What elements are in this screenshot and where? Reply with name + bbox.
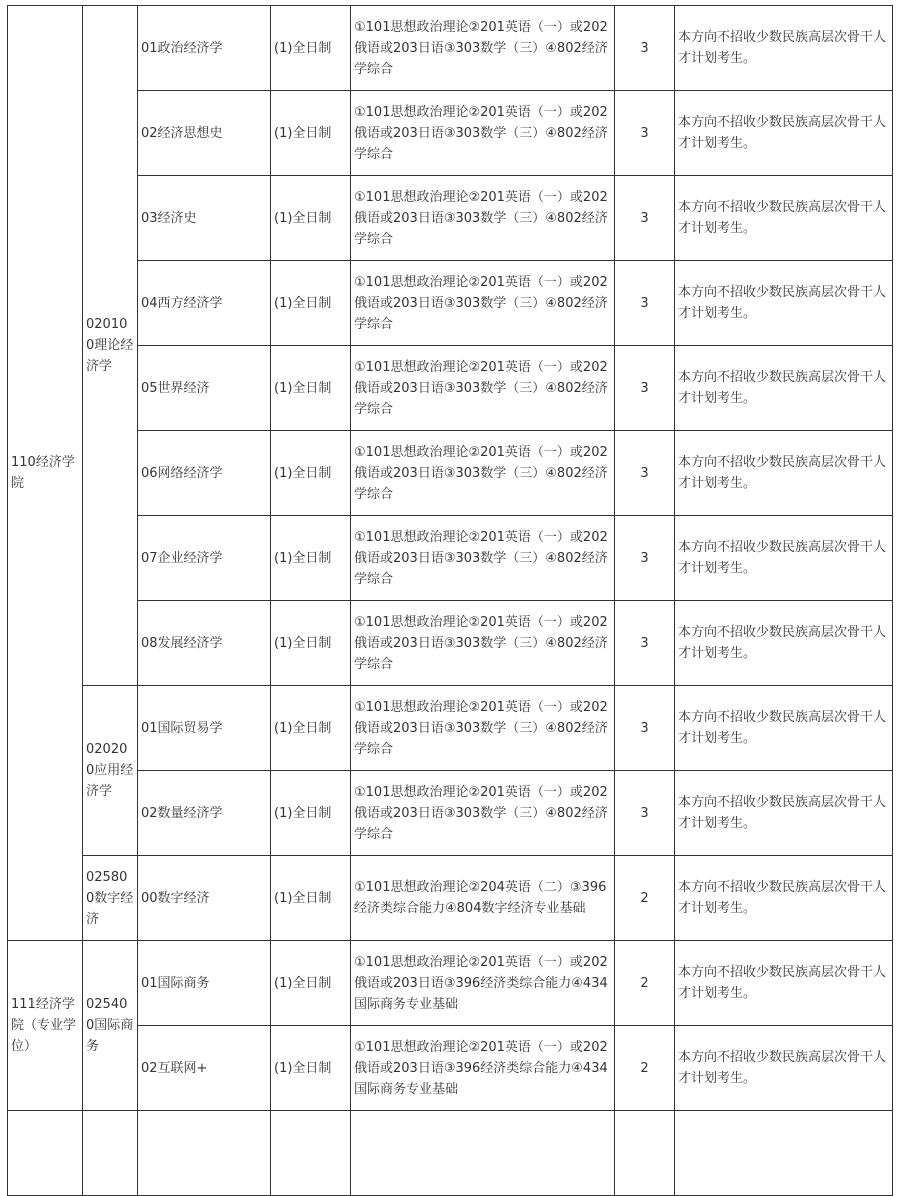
table-row bbox=[8, 261, 893, 346]
enrollment-count-cell: 3 bbox=[615, 176, 675, 261]
note-cell: 本方向不招收少数民族高层次骨干人才计划考生。 bbox=[675, 686, 893, 771]
direction-cell: 02互联网+ bbox=[138, 1026, 271, 1111]
study-mode-cell: (1)全日制 bbox=[271, 516, 351, 601]
table-row bbox=[8, 91, 893, 176]
study-mode-cell: (1)全日制 bbox=[271, 261, 351, 346]
enrollment-count-cell: 2 bbox=[615, 1026, 675, 1111]
exam-subjects-cell: ①101思想政治理论②201英语（一）或202俄语或203日语③303数学（三）④802经济学综合 bbox=[351, 261, 615, 346]
empty-cell bbox=[8, 1111, 83, 1196]
study-mode-cell: (1)全日制 bbox=[271, 91, 351, 176]
table-row bbox=[8, 856, 893, 941]
exam-subjects-cell: ①101思想政治理论②201英语（一）或202俄语或203日语③303数学（三）④802经济学综合 bbox=[351, 6, 615, 91]
study-mode-cell: (1)全日制 bbox=[271, 856, 351, 941]
table-row bbox=[8, 516, 893, 601]
direction-cell: 08发展经济学 bbox=[138, 601, 271, 686]
note-cell: 本方向不招收少数民族高层次骨干人才计划考生。 bbox=[675, 941, 893, 1026]
exam-subjects-cell: ①101思想政治理论②201英语（一）或202俄语或203日语③303数学（三）④802经济学综合 bbox=[351, 176, 615, 261]
exam-subjects-cell: ①101思想政治理论②201英语（一）或202俄语或203日语③303数学（三）④802经济学综合 bbox=[351, 686, 615, 771]
study-mode-cell: (1)全日制 bbox=[271, 346, 351, 431]
empty-cell bbox=[615, 1111, 675, 1196]
enrollment-count-cell: 3 bbox=[615, 346, 675, 431]
exam-subjects-cell: ①101思想政治理论②201英语（一）或202俄语或203日语③303数学（三）④802经济学综合 bbox=[351, 771, 615, 856]
exam-subjects-cell: ①101思想政治理论②201英语（一）或202俄语或203日语③303数学（三）④802经济学综合 bbox=[351, 431, 615, 516]
enrollment-count-cell: 2 bbox=[615, 856, 675, 941]
empty-cell bbox=[675, 1111, 893, 1196]
enrollment-count-cell: 3 bbox=[615, 6, 675, 91]
study-mode-cell: (1)全日制 bbox=[271, 6, 351, 91]
empty-cell bbox=[351, 1111, 615, 1196]
note-cell: 本方向不招收少数民族高层次骨干人才计划考生。 bbox=[675, 1026, 893, 1111]
exam-subjects-cell: ①101思想政治理论②201英语（一）或202俄语或203日语③303数学（三）④802经济学综合 bbox=[351, 346, 615, 431]
note-cell: 本方向不招收少数民族高层次骨干人才计划考生。 bbox=[675, 6, 893, 91]
table-row bbox=[8, 431, 893, 516]
enrollment-count-cell: 3 bbox=[615, 516, 675, 601]
study-mode-cell: (1)全日制 bbox=[271, 176, 351, 261]
empty-cell bbox=[83, 1111, 138, 1196]
table-row bbox=[8, 6, 893, 91]
table-row bbox=[8, 601, 893, 686]
direction-cell: 06网络经济学 bbox=[138, 431, 271, 516]
table-row bbox=[8, 346, 893, 431]
direction-cell: 02数量经济学 bbox=[138, 771, 271, 856]
note-cell: 本方向不招收少数民族高层次骨干人才计划考生。 bbox=[675, 176, 893, 261]
table-row-partial bbox=[8, 1111, 893, 1196]
direction-cell: 00数字经济 bbox=[138, 856, 271, 941]
note-cell: 本方向不招收少数民族高层次骨干人才计划考生。 bbox=[675, 516, 893, 601]
enrollment-table bbox=[7, 5, 893, 1196]
empty-cell bbox=[138, 1111, 271, 1196]
enrollment-count-cell: 3 bbox=[615, 686, 675, 771]
direction-cell: 04西方经济学 bbox=[138, 261, 271, 346]
enrollment-count-cell: 3 bbox=[615, 261, 675, 346]
exam-subjects-cell: ①101思想政治理论②201英语（一）或202俄语或203日语③303数学（三）④802经济学综合 bbox=[351, 516, 615, 601]
enrollment-count-cell: 2 bbox=[615, 941, 675, 1026]
study-mode-cell: (1)全日制 bbox=[271, 686, 351, 771]
direction-cell: 05世界经济 bbox=[138, 346, 271, 431]
major-cell: 020100理论经济学 bbox=[83, 6, 138, 686]
exam-subjects-cell: ①101思想政治理论②201英语（一）或202俄语或203日语③303数学（三）④802经济学综合 bbox=[351, 601, 615, 686]
enrollment-count-cell: 3 bbox=[615, 91, 675, 176]
exam-subjects-cell: ①101思想政治理论②201英语（一）或202俄语或203日语③396经济类综合能力④434国际商务专业基础 bbox=[351, 1026, 615, 1111]
note-cell: 本方向不招收少数民族高层次骨干人才计划考生。 bbox=[675, 771, 893, 856]
note-cell: 本方向不招收少数民族高层次骨干人才计划考生。 bbox=[675, 261, 893, 346]
direction-cell: 02经济思想史 bbox=[138, 91, 271, 176]
note-cell: 本方向不招收少数民族高层次骨干人才计划考生。 bbox=[675, 346, 893, 431]
direction-cell: 07企业经济学 bbox=[138, 516, 271, 601]
study-mode-cell: (1)全日制 bbox=[271, 771, 351, 856]
direction-cell: 01国际商务 bbox=[138, 941, 271, 1026]
table-row bbox=[8, 771, 893, 856]
major-cell: 025800数字经济 bbox=[83, 856, 138, 941]
note-cell: 本方向不招收少数民族高层次骨干人才计划考生。 bbox=[675, 601, 893, 686]
empty-cell bbox=[271, 1111, 351, 1196]
enrollment-count-cell: 3 bbox=[615, 431, 675, 516]
study-mode-cell: (1)全日制 bbox=[271, 601, 351, 686]
enrollment-count-cell: 3 bbox=[615, 601, 675, 686]
school-cell: 111经济学院（专业学位） bbox=[8, 941, 83, 1111]
table-row bbox=[8, 941, 893, 1026]
table-row bbox=[8, 686, 893, 771]
school-cell: 110经济学院 bbox=[8, 6, 83, 941]
direction-cell: 01国际贸易学 bbox=[138, 686, 271, 771]
direction-cell: 01政治经济学 bbox=[138, 6, 271, 91]
study-mode-cell: (1)全日制 bbox=[271, 941, 351, 1026]
table-row bbox=[8, 176, 893, 261]
direction-cell: 03经济史 bbox=[138, 176, 271, 261]
exam-subjects-cell: ①101思想政治理论②201英语（一）或202俄语或203日语③303数学（三）④802经济学综合 bbox=[351, 91, 615, 176]
major-cell: 020200应用经济学 bbox=[83, 686, 138, 856]
exam-subjects-cell: ①101思想政治理论②204英语（二）③396经济类综合能力④804数字经济专业基础 bbox=[351, 856, 615, 941]
study-mode-cell: (1)全日制 bbox=[271, 1026, 351, 1111]
note-cell: 本方向不招收少数民族高层次骨干人才计划考生。 bbox=[675, 856, 893, 941]
note-cell: 本方向不招收少数民族高层次骨干人才计划考生。 bbox=[675, 431, 893, 516]
enrollment-count-cell: 3 bbox=[615, 771, 675, 856]
exam-subjects-cell: ①101思想政治理论②201英语（一）或202俄语或203日语③396经济类综合能力④434国际商务专业基础 bbox=[351, 941, 615, 1026]
major-cell: 025400国际商务 bbox=[83, 941, 138, 1111]
study-mode-cell: (1)全日制 bbox=[271, 431, 351, 516]
table-row bbox=[8, 1026, 893, 1111]
note-cell: 本方向不招收少数民族高层次骨干人才计划考生。 bbox=[675, 91, 893, 176]
